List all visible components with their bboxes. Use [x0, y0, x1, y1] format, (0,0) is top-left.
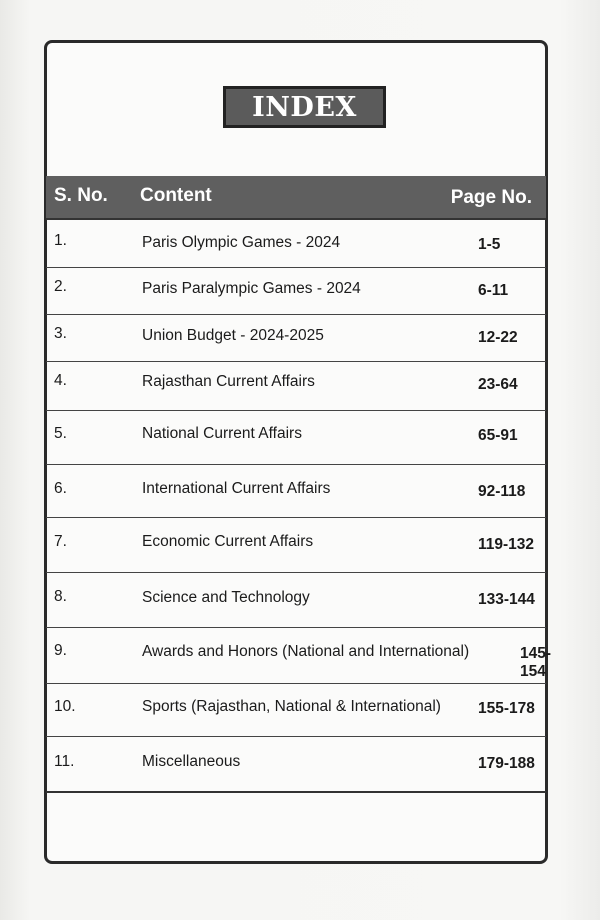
table-row: [46, 737, 546, 793]
row-content: Rajasthan Current Affairs: [142, 373, 315, 390]
row-page: 179-188: [478, 755, 535, 772]
row-page: 119-132: [478, 536, 535, 553]
index-table: [46, 218, 552, 793]
table-row: [46, 465, 546, 518]
table-row: [46, 268, 546, 315]
row-sno: 11.: [54, 753, 75, 770]
row-page: 1-5: [478, 236, 501, 253]
index-title: INDEX: [252, 91, 357, 123]
header-content: Content: [140, 185, 212, 206]
row-content: Miscellaneous: [142, 753, 241, 770]
empty-table-area: [46, 792, 546, 862]
row-content: Economic Current Affairs: [142, 533, 314, 550]
row-page: 23-64: [478, 376, 518, 393]
table-row: [46, 573, 546, 628]
row-page: 65-91: [478, 427, 518, 444]
row-page: 6-11: [478, 282, 509, 299]
row-sno: 1.: [54, 232, 67, 249]
row-page: 145-154: [520, 645, 552, 680]
header-sno: S. No.: [54, 185, 108, 206]
header-page-no: Page No.: [450, 187, 532, 208]
row-sno: 6.: [54, 480, 67, 497]
row-sno: 9.: [54, 642, 67, 659]
row-content: National Current Affairs: [142, 425, 302, 442]
table-row: [46, 315, 546, 362]
row-content: Union Budget - 2024-2025: [142, 327, 324, 344]
table-row: [46, 518, 546, 573]
table-row: [46, 411, 546, 465]
index-title-box: [223, 86, 386, 128]
table-row: [46, 628, 552, 684]
row-page: 12-22: [478, 329, 518, 346]
row-content: Science and Technology: [142, 589, 310, 606]
row-sno: 8.: [54, 588, 67, 605]
row-sno: 4.: [54, 372, 67, 389]
row-page: 92-118: [478, 483, 526, 500]
row-content: Paris Paralympic Games - 2024: [142, 280, 361, 297]
row-content: Paris Olympic Games - 2024: [142, 234, 341, 251]
row-sno: 5.: [54, 425, 67, 442]
row-sno: 7.: [54, 533, 67, 550]
row-content: International Current Affairs: [142, 480, 331, 497]
row-sno: 10.: [54, 698, 76, 715]
row-page: 155-178: [478, 700, 535, 717]
row-sno: 3.: [54, 325, 67, 342]
row-content: Sports (Rajasthan, National & International): [142, 698, 441, 715]
table-header: [46, 176, 546, 218]
table-row: [46, 362, 546, 411]
table-row: [46, 220, 546, 268]
row-sno: 2.: [54, 278, 67, 295]
table-row: [46, 684, 546, 737]
row-page: 133-144: [478, 591, 535, 608]
row-content: Awards and Honors (National and International): [142, 643, 470, 660]
